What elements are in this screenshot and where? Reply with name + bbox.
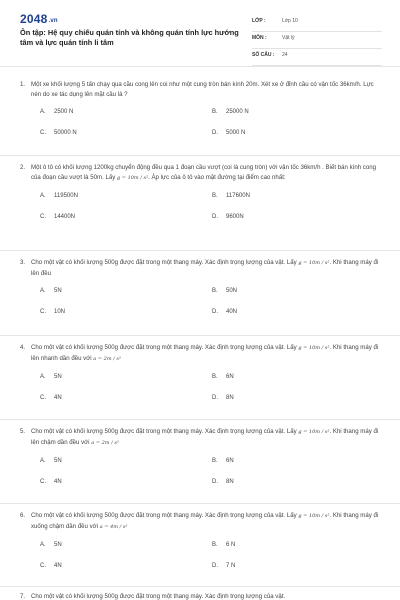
option-text: 4N xyxy=(54,395,62,402)
option-letter: A. xyxy=(40,193,46,200)
option-text: 5N xyxy=(54,288,62,295)
option-b[interactable] xyxy=(212,542,235,548)
question-number: 4. xyxy=(20,344,26,351)
question-4 xyxy=(20,343,380,406)
question-number: 7. xyxy=(20,593,26,600)
divider xyxy=(0,155,400,156)
question-body-cont: . Áp lực của ô tô vào mặt đường tại điểm cao nhất: xyxy=(148,173,286,181)
meta-class-row xyxy=(252,16,382,32)
option-text: 2500 N xyxy=(54,109,74,116)
option-text: 119500N xyxy=(54,193,78,200)
divider xyxy=(0,586,400,587)
answer-options xyxy=(20,109,380,141)
page-header xyxy=(0,0,400,67)
option-text: 6 N xyxy=(226,542,236,549)
question-text xyxy=(20,511,380,532)
option-letter: C. xyxy=(40,479,46,486)
option-letter: D. xyxy=(212,563,218,570)
question-body-cont: . Khi thang máy đi lên nhanh dần đều với xyxy=(31,344,379,362)
question-2 xyxy=(20,163,380,225)
option-text: 9600N xyxy=(226,214,244,221)
meta-label: MÔN : xyxy=(252,35,267,41)
formula: g = 10m / s² xyxy=(117,174,149,181)
option-d[interactable] xyxy=(212,309,237,315)
formula: g = 10m / s² xyxy=(298,345,330,351)
question-text xyxy=(20,258,380,278)
option-text: 4N xyxy=(54,563,62,570)
option-letter: B. xyxy=(212,288,218,295)
question-body-cont: . Khi thang máy đi lên đều xyxy=(31,259,379,277)
formula: g = 10m / s² xyxy=(298,513,330,519)
formula: a = 2m / s² xyxy=(93,355,122,362)
option-letter: B. xyxy=(212,458,218,465)
divider xyxy=(0,250,400,251)
option-a[interactable] xyxy=(40,542,62,548)
option-a[interactable] xyxy=(40,374,62,380)
option-letter: C. xyxy=(40,214,46,221)
option-text: 8N xyxy=(226,395,234,402)
option-text: 5N xyxy=(54,458,62,465)
option-b[interactable] xyxy=(212,109,249,115)
formula: a = 4m / s² xyxy=(99,523,128,530)
page-title: Ôn tập: Hệ quy chiếu quán tính và không quán tính lực hướng tâm và lực quán tính li tâm xyxy=(20,28,239,47)
option-text: 4N xyxy=(54,479,62,486)
meta-label: SỐ CÂU : xyxy=(252,52,275,58)
option-text: 10N xyxy=(54,309,66,316)
site-logo[interactable] xyxy=(20,12,58,26)
option-c[interactable] xyxy=(40,395,62,401)
option-letter: B. xyxy=(212,193,218,200)
option-text: 5000 N xyxy=(226,130,246,137)
logo-suffix: .vn xyxy=(48,18,58,24)
option-d[interactable] xyxy=(212,563,235,569)
option-d[interactable] xyxy=(212,214,244,220)
divider xyxy=(0,419,400,420)
option-text: 8N xyxy=(226,479,234,486)
meta-panel xyxy=(252,16,382,67)
option-letter: D. xyxy=(212,395,218,402)
question-text xyxy=(20,80,380,99)
question-number: 2. xyxy=(20,164,26,171)
option-text: 117600N xyxy=(226,193,250,200)
meta-subject-row xyxy=(252,33,382,49)
option-b[interactable] xyxy=(212,458,234,464)
question-7 xyxy=(20,592,380,600)
option-c[interactable] xyxy=(40,130,77,136)
option-a[interactable] xyxy=(40,458,62,464)
meta-value: Lớp 10 xyxy=(282,18,298,24)
option-d[interactable] xyxy=(212,130,245,136)
question-body-cont: . Khi thang máy đi lên chậm dần đều với xyxy=(31,428,379,446)
meta-value: 24 xyxy=(282,52,288,58)
option-text: 6N xyxy=(226,458,234,465)
option-b[interactable] xyxy=(212,374,234,380)
answer-options xyxy=(20,193,380,225)
option-c[interactable] xyxy=(40,479,62,485)
option-letter: C. xyxy=(40,395,46,402)
option-letter: D. xyxy=(212,214,218,221)
formula: g = 10m / s² xyxy=(298,429,330,435)
divider xyxy=(0,503,400,504)
divider xyxy=(0,335,400,336)
formula: g = 10m / s² xyxy=(298,260,330,266)
answer-options xyxy=(20,288,380,320)
question-1 xyxy=(20,80,380,141)
option-letter: A. xyxy=(40,458,46,465)
option-letter: C. xyxy=(40,130,46,137)
question-body-cont: . Khi thang máy đi xuống chậm dần đều với xyxy=(31,512,379,530)
option-letter: A. xyxy=(40,374,46,381)
option-letter: D. xyxy=(212,309,218,316)
option-d[interactable] xyxy=(212,395,234,401)
formula: a = 2m / s² xyxy=(91,439,119,446)
option-text: 50N xyxy=(226,288,238,295)
question-number: 1. xyxy=(20,81,26,88)
question-body: Cho một vật có khối lượng 500g được đặt trong một thang máy. Xác định trọng lượng của vật. Lấy xyxy=(31,259,297,266)
answer-options xyxy=(20,458,380,490)
question-text xyxy=(20,343,380,364)
option-d[interactable] xyxy=(212,479,234,485)
option-letter: B. xyxy=(212,374,218,381)
question-number: 6. xyxy=(20,512,26,519)
option-letter: B. xyxy=(212,109,218,116)
option-c[interactable] xyxy=(40,563,62,569)
option-letter: D. xyxy=(212,130,218,137)
question-5 xyxy=(20,427,380,490)
option-letter: D. xyxy=(212,479,218,486)
option-text: 5N xyxy=(54,374,62,381)
option-b[interactable] xyxy=(212,193,250,199)
option-a[interactable] xyxy=(40,193,78,199)
meta-value: Vật lý xyxy=(282,35,295,41)
question-text xyxy=(20,163,380,183)
option-letter: B. xyxy=(212,542,218,549)
option-letter: A. xyxy=(40,109,46,116)
question-body: Cho một vật có khối lượng 500g được đặt trong một thang máy. Xác định trọng lượng của vật. Lấy xyxy=(31,428,297,435)
question-3 xyxy=(20,258,380,320)
option-text: 50000 N xyxy=(54,130,77,137)
answer-options xyxy=(20,374,380,406)
answer-options xyxy=(20,542,380,574)
option-a[interactable] xyxy=(40,288,62,294)
question-text xyxy=(20,592,380,600)
option-text: 7 N xyxy=(226,563,236,570)
question-number: 5. xyxy=(20,428,26,435)
question-6 xyxy=(20,511,380,574)
meta-label: LỚP : xyxy=(252,18,266,24)
question-number: 3. xyxy=(20,259,26,266)
question-body: Một xe khối lượng 5 tấn chạy qua cầu cong lên coi như một cung tròn bán kính 20m. Xét xe ở đỉnh cầu có vận tốc 36km/h. Lực nén do xe tác dụng lên mặt cầu là ? xyxy=(31,81,374,98)
logo-text: 2048 xyxy=(20,12,48,26)
option-letter: A. xyxy=(40,542,46,549)
question-body: Cho một vật có khối lượng 500g được đặt trong một thang máy. Xác định trọng lượng của vật. Lấy xyxy=(31,344,297,351)
option-b[interactable] xyxy=(212,288,237,294)
option-c[interactable] xyxy=(40,214,75,220)
question-body: Cho một vật có khối lượng 500g được đặt trong một thang máy. Xác định trọng lượng của vật. xyxy=(31,593,286,600)
meta-count-row xyxy=(252,50,382,66)
option-letter: A. xyxy=(40,288,46,295)
option-letter: C. xyxy=(40,563,46,570)
option-a[interactable] xyxy=(40,109,73,115)
question-body: Một ô tô có khối lượng 1200kg chuyển động đều qua 1 đoạn cầu vượt (coi là cung tròn) với vận tốc 36km/h . Biết bán kính cong của đoạn cầu vượt là 50m. Lấy xyxy=(31,164,377,181)
question-body: Cho một vật có khối lượng 500g được đặt trong một thang máy. Xác định trọng lượng của vật. Lấy xyxy=(31,512,297,519)
option-letter: C. xyxy=(40,309,46,316)
question-text xyxy=(20,427,380,448)
option-text: 14400N xyxy=(54,214,76,221)
option-c[interactable] xyxy=(40,309,65,315)
option-text: 25000 N xyxy=(226,109,249,116)
option-text: 5N xyxy=(54,542,62,549)
option-text: 6N xyxy=(226,374,234,381)
option-text: 40N xyxy=(226,309,238,316)
